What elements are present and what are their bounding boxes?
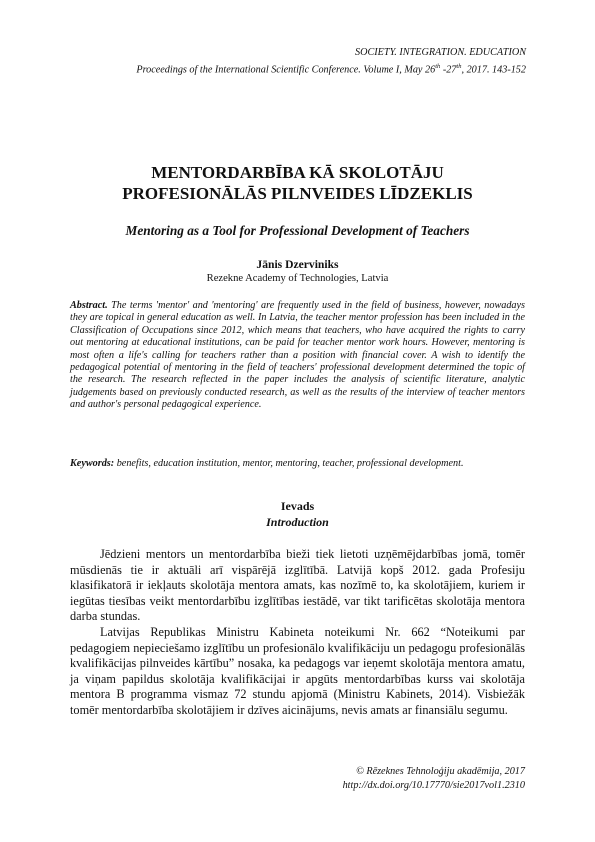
- paper-subtitle: Mentoring as a Tool for Professional Development of Teachers: [125, 223, 470, 238]
- proceedings-sup-1: th: [435, 63, 441, 70]
- body-text: [70, 547, 525, 719]
- paper-title-line-1: MENTORDARBĪBA KĀ SKOLOTĀJU: [151, 163, 444, 182]
- abstract-text: The terms 'mentor' and 'mentoring' are frequently used in the field of business, however, nowadays they are topical in general education as well. In Latvia, the teacher mentor profession has been included in the Classification of Occupations since 2012, which means that teachers, who have acquired the rights to carry out mentoring at educational institutions, can be paid for teacher mentor work hours. However, mentoring is most often a life's calling for teachers rather than a position with financial cover. A wish to identify the pedagogical potential of mentoring in the field of teachers' professional development determined the topic of the research. The research reflected in the paper includes the analysis of scientific literature, analytic judgements based on previously conducted research, as well as the results of the interview of teacher mentors and author's personal pedagogical experience.: [70, 300, 526, 411]
- keywords: [70, 458, 525, 470]
- keywords-text: benefits, education institution, mentor, mentoring, teacher, professional development.: [116, 458, 464, 469]
- proceedings-suffix: , 2017. 143-152: [461, 64, 526, 76]
- section-heading-lv: Ievads: [280, 499, 315, 513]
- footer-doi-link[interactable]: http://dx.doi.org/10.17770/sie2017vol1.2310: [342, 780, 525, 791]
- author-affiliation: Rezekne Academy of Technologies, Latvia: [206, 273, 389, 284]
- footer-copyright: © Rēzeknes Tehnoloģiju akadēmija, 2017: [356, 766, 525, 777]
- paper-title-line-2: PROFESIONĀLĀS PILNVEIDES LĪDZEKLIS: [122, 184, 473, 203]
- body-paragraph-1: Jēdzieni mentors un mentordarbība bieži tiek lietoti uzņēmējdarbības jomā, tomēr mūsdienās tie ir aktuāli arī vispārējā izglītībā. Latvijā kopš 2012. gada Profesiju klasifikatorā ir iekļauts skolotāja mentora amats, kas nozīmē to, ka skolotājiem, kuriem ir iegūtas tiesības veikt mentordarbību izglītības iestādē, var tikt tarificētas skolotāja mentora darba stundas.: [70, 547, 525, 624]
- proceedings-line: [136, 61, 526, 76]
- proceedings-dash: -27: [440, 64, 457, 76]
- abstract-label: Abstract.: [70, 300, 108, 311]
- abstract: [70, 300, 525, 412]
- section-heading-en: Introduction: [266, 515, 329, 529]
- proceedings-prefix: Proceedings of the International Scientific Conference. Volume I, May 26: [136, 64, 436, 76]
- body-paragraph-2: Latvijas Republikas Ministru Kabineta noteikumi Nr. 662 “Noteikumi par pedagogiem nepieciešamo izglītību un profesionālo kvalifikāciju un pedagogu profesionālās kvalifikācijas pilnveides kārtību” nosaka, ka pedagogs var ieņemt skolotāja mentora amatu, ja viņam papildus skolotāja kvalifikācijai ir apgūts mentordarbības kurss vai skolotāja mentora B programma vismaz 72 stundu apjomā (Ministru Kabinets, 2014). Visbiežāk tomēr mentordarbība skolotājiem ir dzīves aicinājums, nevis amats ar finansiālu segumu.: [70, 624, 525, 717]
- proceedings-sup-2: th: [456, 63, 462, 70]
- author-name: Jānis Dzerviniks: [256, 258, 339, 271]
- journal-name: SOCIETY. INTEGRATION. EDUCATION: [355, 47, 526, 58]
- keywords-label: Keywords:: [70, 458, 115, 469]
